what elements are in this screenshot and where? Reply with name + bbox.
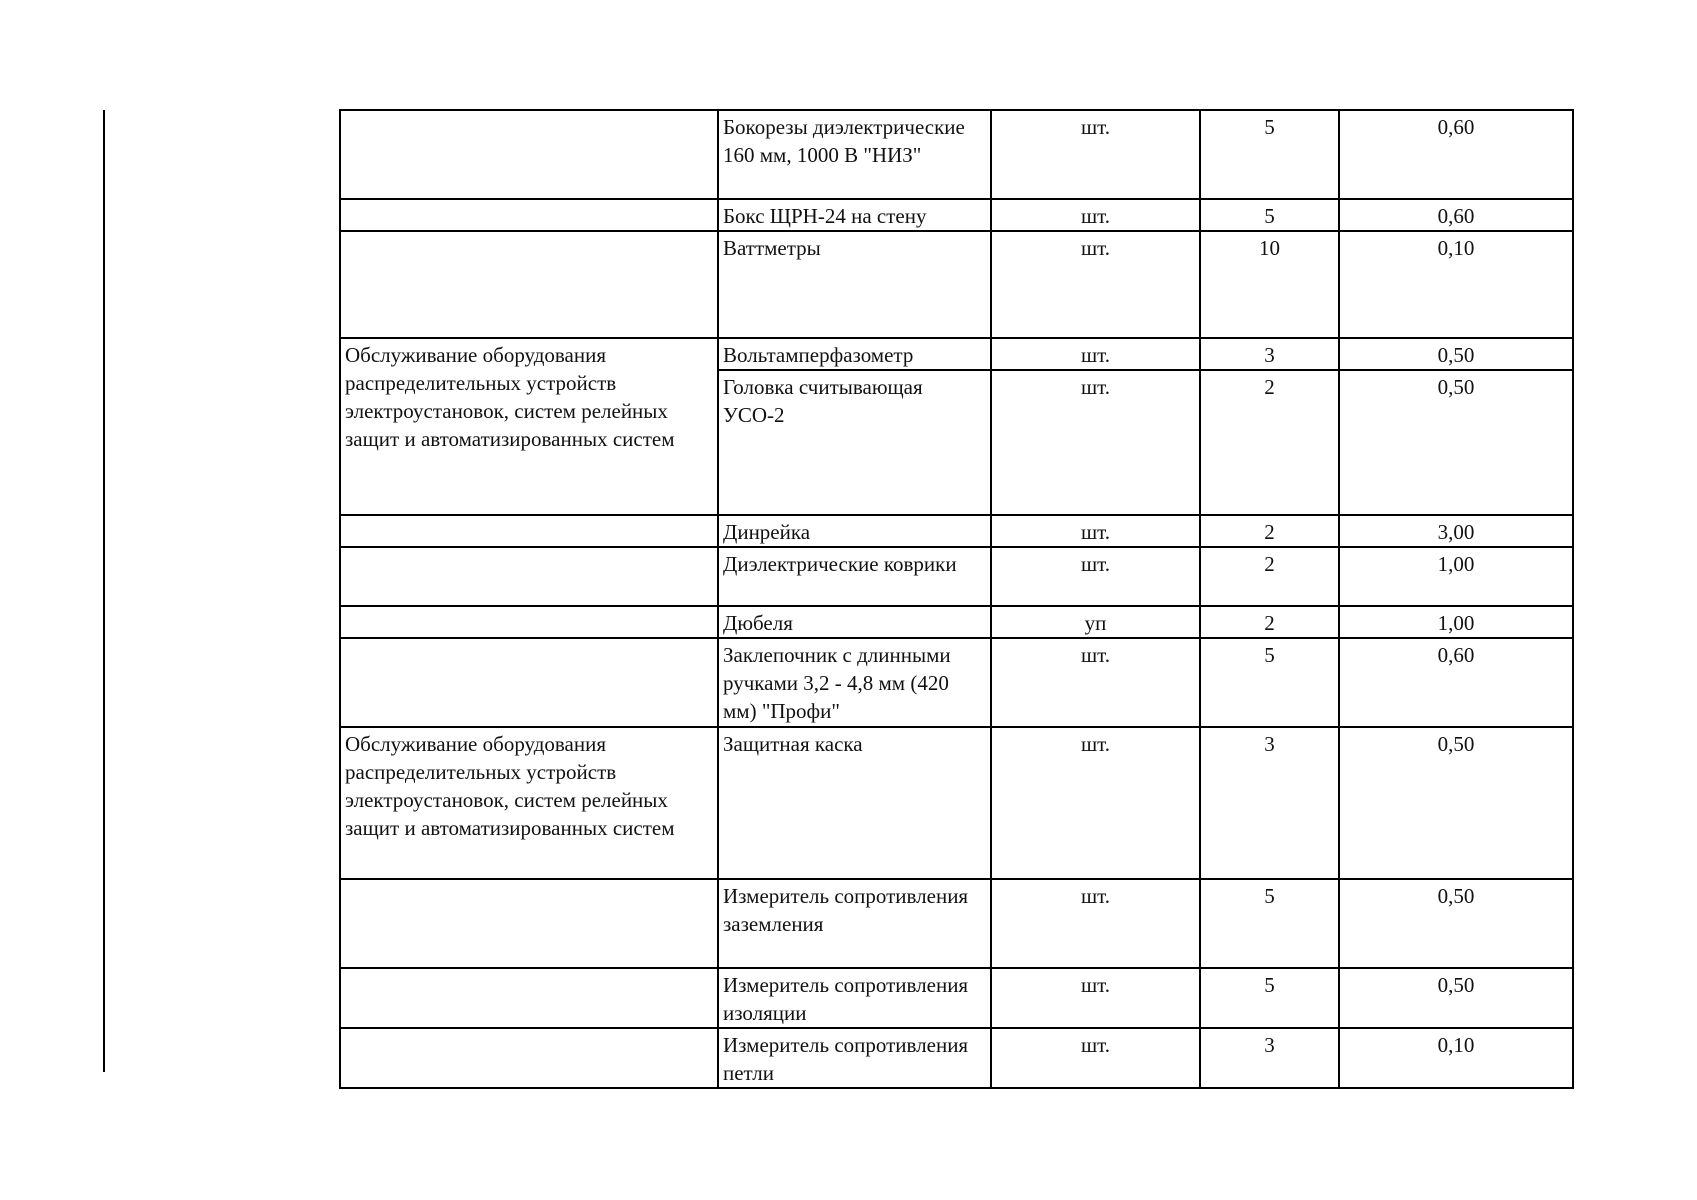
unit-cell: шт. bbox=[991, 231, 1200, 338]
item-name-cell: Ваттметры bbox=[718, 231, 991, 338]
activity-cell bbox=[340, 879, 718, 968]
equipment-table bbox=[339, 109, 1574, 1089]
norm-cell: 0,50 bbox=[1339, 968, 1573, 1028]
quantity-cell: 2 bbox=[1200, 370, 1339, 515]
table-row bbox=[340, 231, 1573, 338]
item-name-cell: Бокс ЩРН-24 на стену bbox=[718, 199, 991, 231]
norm-cell: 0,60 bbox=[1339, 199, 1573, 231]
table-row bbox=[340, 879, 1573, 968]
unit-cell: шт. bbox=[991, 110, 1200, 199]
unit-cell: шт. bbox=[991, 199, 1200, 231]
table-row bbox=[340, 338, 1573, 370]
item-name-cell: Защитная каска bbox=[718, 727, 991, 879]
item-name-cell: Диэлектрические коврики bbox=[718, 547, 991, 606]
table-row bbox=[340, 968, 1573, 1028]
unit-cell: шт. bbox=[991, 727, 1200, 879]
quantity-cell: 3 bbox=[1200, 727, 1339, 879]
activity-cell bbox=[340, 606, 718, 638]
activity-cell bbox=[340, 110, 718, 199]
norm-cell: 0,50 bbox=[1339, 338, 1573, 370]
item-name-cell: Измеритель сопротивления изоляции bbox=[718, 968, 991, 1028]
unit-cell: шт. bbox=[991, 515, 1200, 547]
quantity-cell: 2 bbox=[1200, 547, 1339, 606]
norm-cell: 0,50 bbox=[1339, 727, 1573, 879]
quantity-cell: 2 bbox=[1200, 606, 1339, 638]
norm-cell: 3,00 bbox=[1339, 515, 1573, 547]
activity-cell bbox=[340, 968, 718, 1028]
activity-cell: Обслуживание оборудования распределительных устройств электроустановок, систем релейных защит и автоматизированных систем bbox=[340, 727, 718, 879]
unit-cell: уп bbox=[991, 606, 1200, 638]
item-name-cell: Дюбеля bbox=[718, 606, 991, 638]
quantity-cell: 2 bbox=[1200, 515, 1339, 547]
table-row bbox=[340, 110, 1573, 199]
quantity-cell: 3 bbox=[1200, 1028, 1339, 1088]
quantity-cell: 10 bbox=[1200, 231, 1339, 338]
table-row bbox=[340, 727, 1573, 879]
activity-cell bbox=[340, 515, 718, 547]
table-row bbox=[340, 515, 1573, 547]
table-row bbox=[340, 199, 1573, 231]
activity-cell-merged: Обслуживание оборудования распределительных устройств электроустановок, систем релейных защит и автоматизированных систем bbox=[340, 338, 718, 515]
quantity-cell: 5 bbox=[1200, 968, 1339, 1028]
item-name-cell: Головка считывающая УСО-2 bbox=[718, 370, 991, 515]
norm-cell: 1,00 bbox=[1339, 547, 1573, 606]
unit-cell: шт. bbox=[991, 547, 1200, 606]
quantity-cell: 5 bbox=[1200, 199, 1339, 231]
unit-cell: шт. bbox=[991, 879, 1200, 968]
item-name-cell: Вольтамперфазометр bbox=[718, 338, 991, 370]
item-name-cell: Заклепочник с длинными ручками 3,2 - 4,8 мм (420 мм) "Профи" bbox=[718, 638, 991, 727]
norm-cell: 0,10 bbox=[1339, 231, 1573, 338]
quantity-cell: 3 bbox=[1200, 338, 1339, 370]
unit-cell: шт. bbox=[991, 968, 1200, 1028]
unit-cell: шт. bbox=[991, 1028, 1200, 1088]
table-row bbox=[340, 547, 1573, 606]
norm-cell: 0,50 bbox=[1339, 370, 1573, 515]
activity-cell bbox=[340, 547, 718, 606]
page-margin-line bbox=[103, 110, 105, 1072]
norm-cell: 0,60 bbox=[1339, 638, 1573, 727]
table-row bbox=[340, 1028, 1573, 1088]
norm-cell: 0,10 bbox=[1339, 1028, 1573, 1088]
table-row bbox=[340, 638, 1573, 727]
activity-cell bbox=[340, 231, 718, 338]
activity-cell bbox=[340, 199, 718, 231]
activity-cell bbox=[340, 1028, 718, 1088]
unit-cell: шт. bbox=[991, 370, 1200, 515]
item-name-cell: Измеритель сопротивления заземления bbox=[718, 879, 991, 968]
item-name-cell: Измеритель сопротивления петли bbox=[718, 1028, 991, 1088]
norm-cell: 1,00 bbox=[1339, 606, 1573, 638]
table-row bbox=[340, 606, 1573, 638]
item-name-cell: Бокорезы диэлектрические 160 мм, 1000 В "НИЗ" bbox=[718, 110, 991, 199]
quantity-cell: 5 bbox=[1200, 638, 1339, 727]
item-name-cell: Динрейка bbox=[718, 515, 991, 547]
norm-cell: 0,60 bbox=[1339, 110, 1573, 199]
unit-cell: шт. bbox=[991, 638, 1200, 727]
quantity-cell: 5 bbox=[1200, 879, 1339, 968]
quantity-cell: 5 bbox=[1200, 110, 1339, 199]
norm-cell: 0,50 bbox=[1339, 879, 1573, 968]
activity-cell bbox=[340, 638, 718, 727]
unit-cell: шт. bbox=[991, 338, 1200, 370]
